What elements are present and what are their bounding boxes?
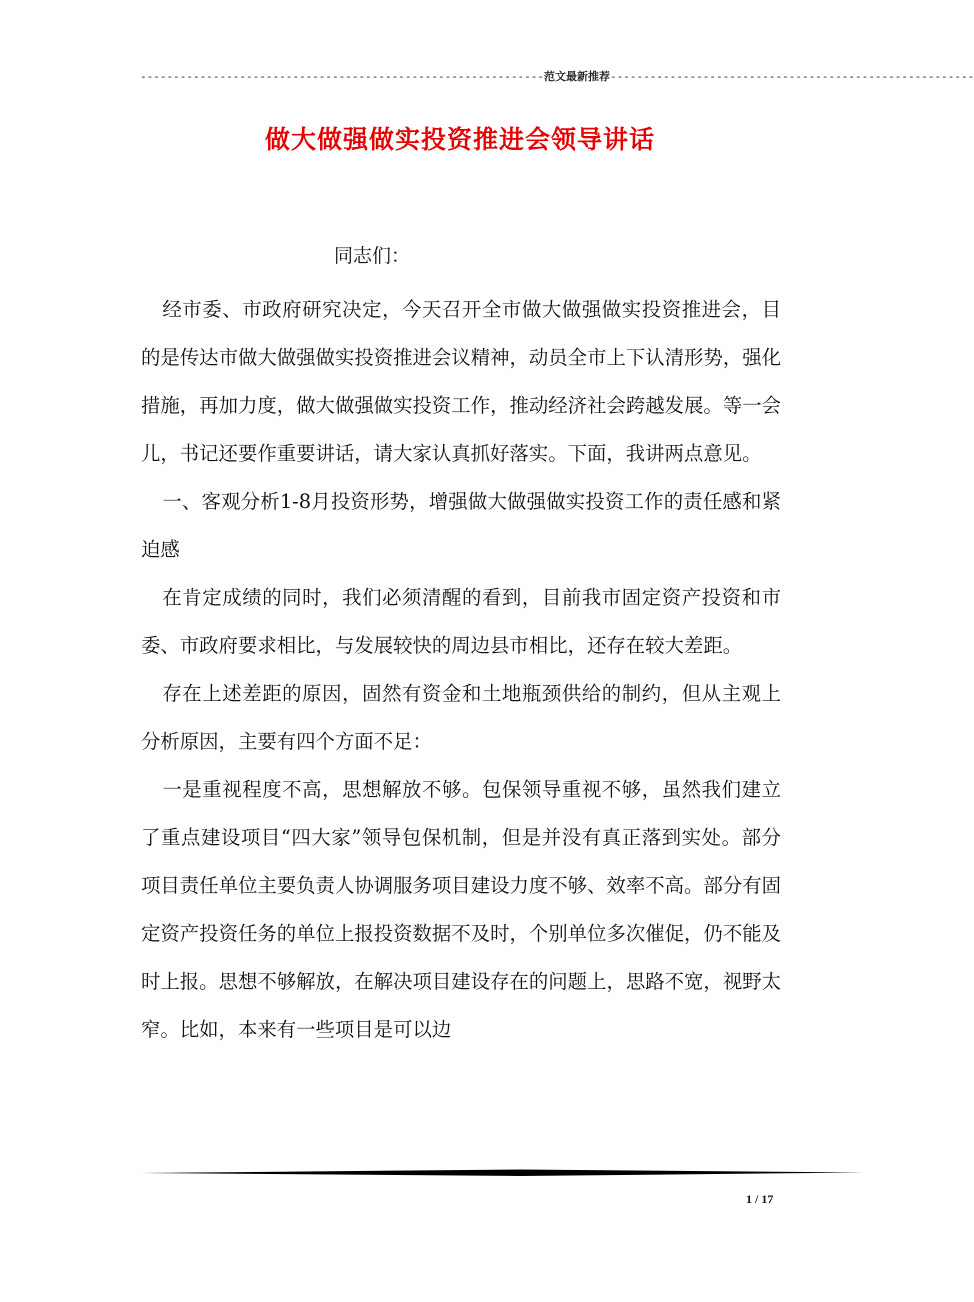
page-number: 1 / 17: [746, 1192, 774, 1206]
paragraph: 一是重视程度不高，思想解放不够。包保领导重视不够，虽然我们建立了重点建设项目“四大家”领导包保机制，但是并没有真正落到实处。部分项目责任单位主要负责人协调服务项目建设力度不够、效率不高。部分有固定资产投资任务的单位上报投资数据不及时，个别单位多次催促，仍不能及时上报。思想不够解放，在解决项目建设存在的问题上，思路不宽，视野太窄。比如，本来有一些项目是可以边: [141, 778, 781, 1041]
document-title: 做大做强做实投资推进会领导讲话: [264, 125, 655, 154]
document-body: [141, 286, 781, 1054]
section-heading: 一、客观分析1-8月投资形势，增强做大做强做实投资工作的责任感和紧迫感: [141, 490, 781, 561]
footer-rule: [140, 1168, 864, 1178]
paragraph: 在肯定成绩的同时，我们必须清醒的看到，目前我市固定资产投资和市委、市政府要求相比，与发展较快的周边县市相比，还存在较大差距。: [141, 586, 781, 657]
paragraph: 经市委、市政府研究决定，今天召开全市做大做强做实投资推进会，目的是传达市做大做强做实投资推进会议精神，动员全市上下认清形势，强化措施，再加力度，做大做强做实投资工作，推动经济社会跨越发展。等一会儿，书记还要作重要讲话，请大家认真抓好落实。下面，我讲两点意见。: [141, 298, 781, 465]
header-dashes-right: -------------------------------------------------------: [609, 70, 974, 83]
paragraph: 存在上述差距的原因，固然有资金和土地瓶颈供给的制约，但从主观上分析原因，主要有四个方面不足：: [141, 682, 781, 753]
header-label: 范文最新推荐: [543, 70, 610, 83]
page-header: [140, 66, 974, 88]
greeting: 同志们：: [334, 245, 411, 267]
header-dashes-left: -------------------------------------------------------------: [140, 70, 544, 83]
